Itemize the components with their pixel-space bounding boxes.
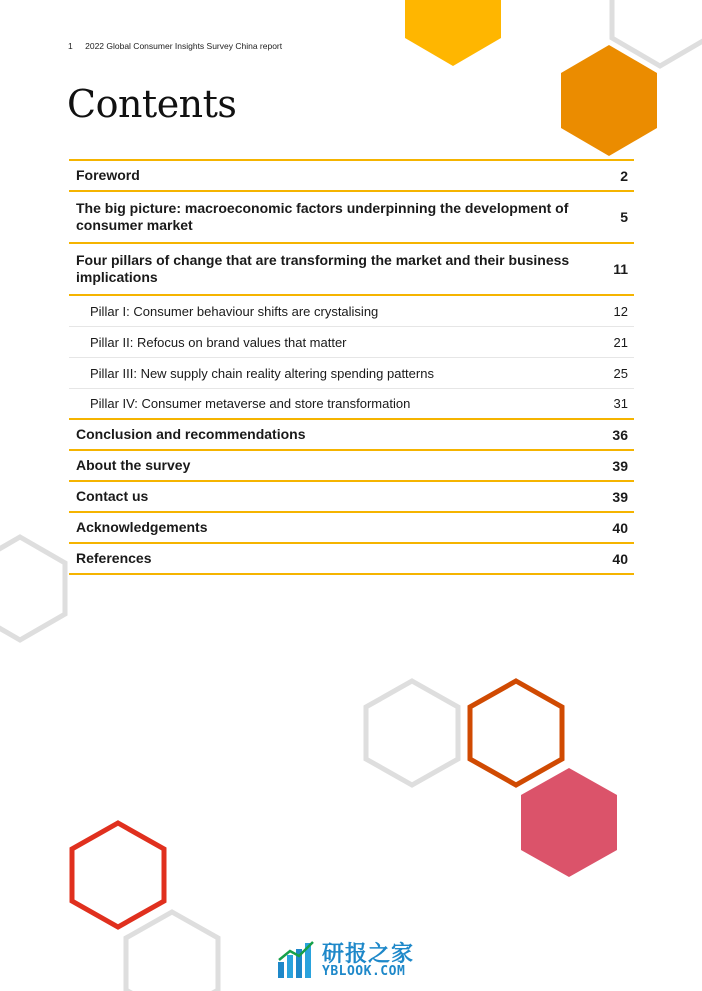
toc-entry-big-picture[interactable] bbox=[69, 192, 634, 244]
hexagon-grey-outline-bottom bbox=[126, 912, 218, 991]
running-header bbox=[68, 41, 282, 51]
toc-entry-label: The big picture: macroeconomic factors underpinning the development of consumer market bbox=[76, 200, 569, 233]
hexagon-yellow-top bbox=[405, 0, 501, 66]
toc-entry-pillar-1[interactable] bbox=[69, 296, 634, 327]
page-title: Contents bbox=[67, 82, 237, 126]
toc-entry-label: References bbox=[76, 550, 152, 566]
toc-entry-label: Contact us bbox=[76, 488, 149, 504]
watermark-url: YBLOOK.COM bbox=[322, 963, 406, 979]
toc-entry-label: Four pillars of change that are transforming the market and their business implications bbox=[76, 252, 570, 285]
toc-entry-acknowledgements[interactable] bbox=[69, 513, 634, 544]
watermark bbox=[276, 940, 414, 980]
watermark-cn-text: 研报之家 bbox=[322, 940, 415, 966]
toc-entry-label: Pillar IV: Consumer metaverse and store transformation bbox=[90, 396, 411, 411]
hexagon-red-outline bbox=[72, 823, 164, 927]
toc-entry-page: 40 bbox=[612, 550, 628, 567]
toc-entry-four-pillars[interactable] bbox=[69, 244, 634, 296]
toc-entry-page: 39 bbox=[612, 457, 628, 474]
toc-entry-page: 40 bbox=[612, 519, 628, 536]
hexagon-grey-outline-top-right bbox=[612, 0, 702, 66]
toc-entry-page: 2 bbox=[620, 167, 628, 184]
header-page-number: 1 bbox=[68, 41, 73, 51]
toc-entry-page: 12 bbox=[613, 303, 628, 319]
toc-entry-label: Conclusion and recommendations bbox=[76, 426, 306, 442]
toc-entry-references[interactable] bbox=[69, 544, 634, 575]
toc-entry-pillar-3[interactable] bbox=[69, 358, 634, 389]
bar-chart-logo-icon bbox=[276, 940, 316, 980]
toc-entry-label: Pillar II: Refocus on brand values that matter bbox=[90, 334, 347, 350]
toc-entry-contact-us[interactable] bbox=[69, 482, 634, 513]
toc-entry-page: 11 bbox=[613, 261, 628, 277]
toc-entry-conclusion[interactable] bbox=[69, 420, 634, 451]
toc-entry-page: 5 bbox=[620, 209, 628, 225]
table-of-contents bbox=[69, 159, 634, 575]
toc-entry-pillar-2[interactable] bbox=[69, 327, 634, 358]
toc-entry-label: Foreword bbox=[76, 167, 140, 183]
toc-entry-label: Pillar III: New supply chain reality altering spending patterns bbox=[90, 365, 434, 381]
toc-entry-foreword[interactable] bbox=[69, 161, 634, 192]
header-report-title: 2022 Global Consumer Insights Survey China report bbox=[85, 41, 283, 51]
hexagon-grey-outline-left bbox=[0, 537, 65, 640]
toc-entry-page: 31 bbox=[613, 396, 628, 411]
toc-entry-about-survey[interactable] bbox=[69, 451, 634, 482]
toc-entry-page: 39 bbox=[612, 488, 628, 505]
hexagon-dark-orange-outline bbox=[470, 681, 562, 785]
toc-entry-pillar-4[interactable] bbox=[69, 389, 634, 420]
hexagon-orange bbox=[561, 45, 657, 156]
hexagon-grey-outline-middle bbox=[366, 681, 458, 785]
toc-entry-label: Acknowledgements bbox=[76, 519, 208, 535]
toc-entry-label: About the survey bbox=[76, 457, 191, 473]
toc-entry-page: 21 bbox=[613, 334, 628, 350]
toc-entry-page: 36 bbox=[612, 426, 628, 443]
hexagon-pink bbox=[521, 768, 617, 877]
toc-entry-page: 25 bbox=[613, 365, 628, 381]
toc-entry-label: Pillar I: Consumer behaviour shifts are crystalising bbox=[90, 303, 379, 319]
